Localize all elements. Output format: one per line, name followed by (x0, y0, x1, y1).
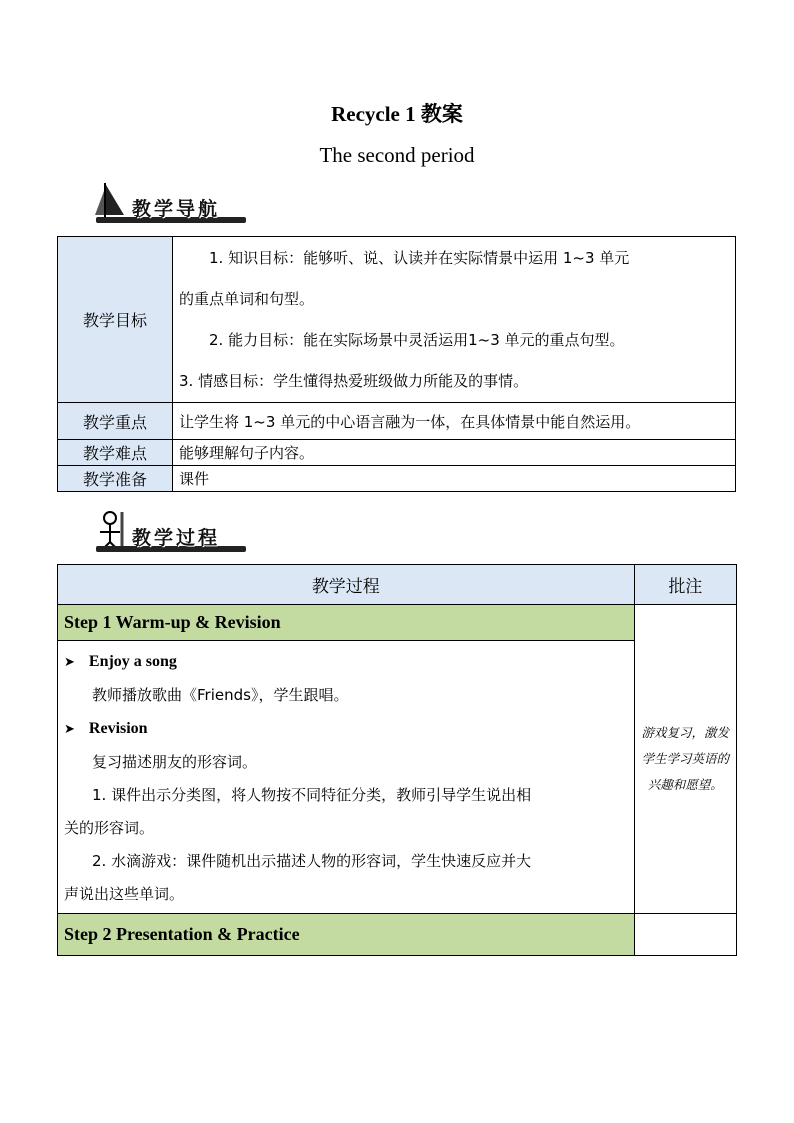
goal-1-line-b: 的重点单词和句型。 (179, 289, 315, 308)
step-1-content (58, 641, 635, 914)
difficulty-value: 能够理解句子内容。 (173, 440, 736, 466)
arrow-bullet-icon: ➤ (64, 722, 75, 737)
step-2-header: Step 2 Presentation & Practice (58, 914, 635, 956)
page-title: Recycle 1 教案 (331, 102, 463, 126)
page-subtitle: The second period (319, 143, 475, 167)
column-header-process: 教学过程 (58, 565, 635, 605)
bullet-revision-text: 复习描述朋友的形容词。 (92, 753, 258, 771)
focus-label: 教学重点 (58, 403, 173, 440)
section-banner-process (92, 512, 262, 558)
notes-cell (634, 605, 736, 914)
section-banner-navigation (92, 183, 262, 229)
bullet-revision: ➤ Revision (64, 720, 148, 737)
step-1-header: Step 1 Warm-up & Revision (58, 605, 635, 641)
goal-1-line-a: 1. 知识目标：能够听、说、认读并在实际情景中运用 1~3 单元 (209, 248, 630, 267)
item-2-line-b: 声说出这些单词。 (64, 885, 185, 903)
goal-2: 2. 能力目标：能在实际场景中灵活运用1~3 单元的重点句型。 (209, 330, 625, 349)
teaching-process-table (57, 564, 737, 956)
banner-label: 教学过程 (132, 527, 221, 549)
item-1-line-a: 1. 课件出示分类图，将人物按不同特征分类，教师引导学生说出相 (92, 786, 532, 804)
goal-label: 教学目标 (58, 237, 173, 403)
arrow-bullet-icon: ➤ (64, 655, 75, 670)
teaching-navigation-table (57, 236, 736, 492)
item-1-line-b: 关的形容词。 (64, 819, 155, 837)
focus-value: 让学生将 1~3 单元的中心语言融为一体，在具体情景中能自然运用。 (173, 403, 736, 440)
difficulty-label: 教学难点 (58, 440, 173, 466)
goal-3: 3. 情感目标：学生懂得热爱班级做力所能及的事情。 (179, 371, 529, 390)
note-text: 游戏复习，激发学生学习英语的兴趣和愿望。 (641, 725, 730, 792)
goal-content (173, 237, 736, 403)
banner-label: 教学导航 (132, 198, 221, 220)
prep-label: 教学准备 (58, 466, 173, 492)
bullet-enjoy-song-text: 教师播放歌曲《Friends》，学生跟唱。 (92, 686, 349, 704)
step-2-notes-cell (634, 914, 736, 956)
bullet-enjoy-song: ➤ Enjoy a song (64, 653, 177, 670)
item-2-line-a: 2. 水滴游戏：课件随机出示描述人物的形容词，学生快速反应并大 (92, 852, 532, 870)
prep-value: 课件 (173, 466, 736, 492)
column-header-notes: 批注 (634, 565, 736, 605)
